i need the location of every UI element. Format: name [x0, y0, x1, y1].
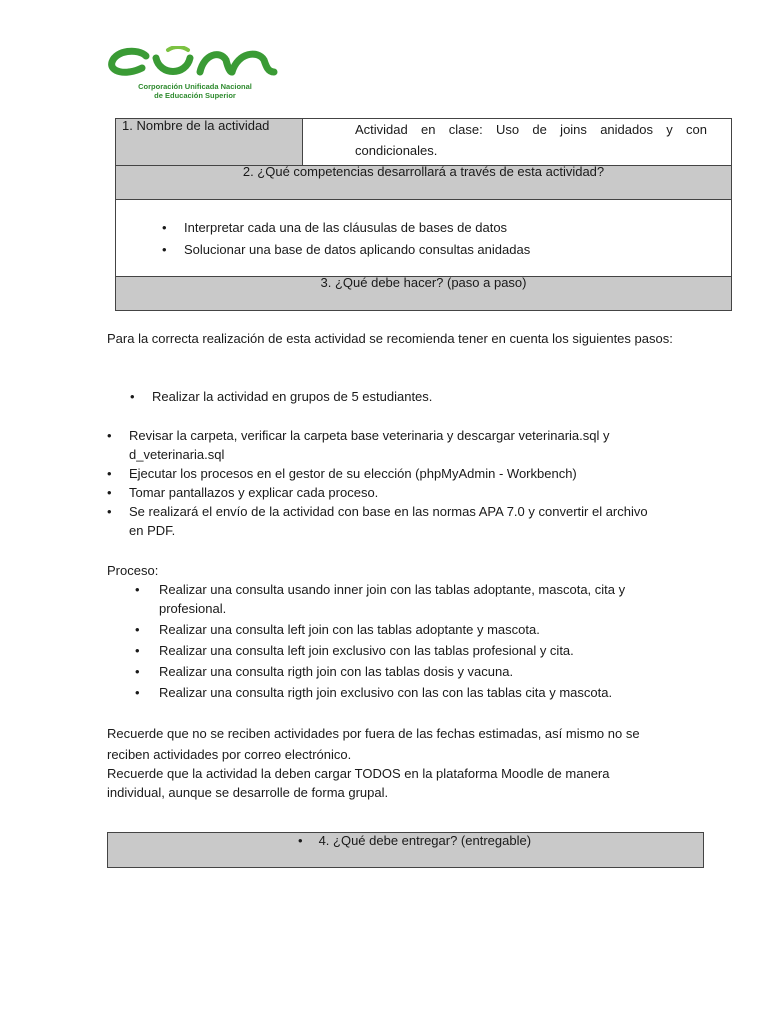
activity-value-cell	[303, 119, 732, 166]
entregable-header-cell	[108, 833, 704, 868]
proceso-item: • Realizar una consulta left join con las tablas adoptante y mascota.	[159, 620, 669, 639]
competencias-header-cell	[116, 166, 732, 200]
bullet-icon: •	[298, 833, 303, 848]
competencias-list	[116, 200, 731, 261]
proceso-item: • Realizar una consulta rigth join con las tablas dosis y vacuna.	[159, 662, 669, 681]
steps-list	[129, 426, 659, 540]
intro-text: Para la correcta realización de esta actividad se recomienda tener en cuenta los siguientes pasos:	[107, 331, 673, 346]
cun-logo	[108, 46, 280, 102]
logo-line-2: de Educación Superior	[154, 91, 236, 100]
competencia-item: • Interpretar cada una de las cláusulas de bases de datos	[184, 217, 731, 239]
proceso-item: • Realizar una consulta usando inner join con las tablas adoptante, mascota, cita y profesional.	[159, 580, 669, 618]
activity-value: Actividad en clase: Uso de joins anidados y con condicionales.	[355, 122, 707, 158]
entregable-title-text: 4. ¿Qué debe entregar? (entregable)	[318, 833, 532, 848]
entregable-table	[107, 832, 704, 868]
cun-logo-mark	[108, 46, 280, 80]
competencias-title: 2. ¿Qué competencias desarrollará a través de esta actividad?	[242, 164, 605, 179]
proceso-list	[159, 580, 669, 702]
group-step-item: • Realizar la actividad en grupos de 5 estudiantes.	[152, 387, 652, 406]
logo-line-1: Corporación Unificada Nacional	[138, 82, 252, 91]
step-item: • Ejecutar los procesos en el gestor de su elección (phpMyAdmin - Workbench)	[129, 464, 659, 483]
activity-label: 1. Nombre de la actividad	[122, 118, 270, 133]
proceso-label: Proceso:	[107, 563, 159, 578]
activity-label-cell	[116, 119, 303, 166]
note-moodle: Recuerde que la actividad la deben cargar TODOS en la plataforma Moodle de manera individual, aunque se desarrolle de forma grupal.	[107, 766, 610, 800]
activity-table	[115, 118, 732, 311]
proceso-item: • Realizar una consulta left join exclusivo con las tablas profesional y cita.	[159, 641, 669, 660]
pasos-header-cell	[116, 277, 732, 311]
note-deadlines: Recuerde que no se reciben actividades por fuera de las fechas estimadas, así mismo no se reciben actividades por correo electrónico.	[107, 726, 640, 762]
competencia-item: • Solucionar una base de datos aplicando consultas anidadas	[184, 239, 731, 261]
step-item: • Revisar la carpeta, verificar la carpeta base veterinaria y descargar veterinaria.sql y d_veterinaria.sql	[129, 426, 659, 464]
group-list	[152, 387, 652, 406]
step-item: • Tomar pantallazos y explicar cada proceso.	[129, 483, 659, 502]
competencias-list-cell	[116, 200, 732, 277]
pasos-title: 3. ¿Qué debe hacer? (paso a paso)	[320, 275, 527, 290]
proceso-item: • Realizar una consulta rigth join exclusivo con las con las tablas cita y mascota.	[159, 683, 669, 702]
entregable-title	[108, 833, 703, 849]
step-item: • Se realizará el envío de la actividad con base en las normas APA 7.0 y convertir el archivo en PDF.	[129, 502, 659, 540]
